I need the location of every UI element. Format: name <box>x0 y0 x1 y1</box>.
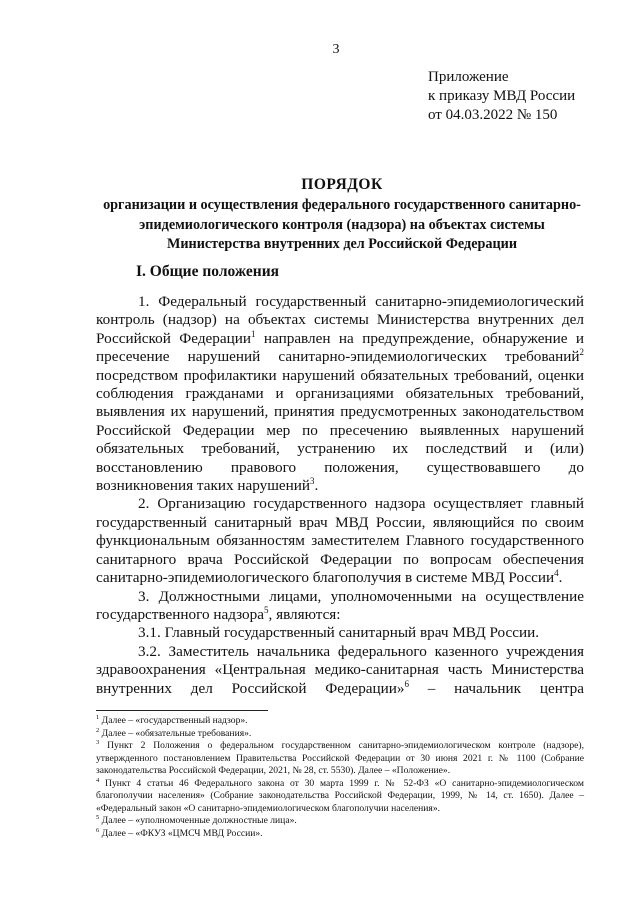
footnote-6: $^6$ Далее – «ФКУЗ «ЦМСЧ МВД России». <box>96 826 263 839</box>
appendix-line-1: Приложение <box>428 69 509 85</box>
document-body <box>96 293 584 698</box>
footnote-ref-5[interactable]: 5 <box>263 604 269 615</box>
footnote-ref-6[interactable]: 6 <box>404 678 410 689</box>
footnote-5: $^5$ Далее – «уполномоченные должностные лица». <box>96 813 297 826</box>
footnotes <box>96 715 584 840</box>
paragraph-1: 1. Федеральный государственный санитарно-эпидемиологический контроль (надзор) на объектах системы Министерства внутренних дел Российской Федерации$^1$ направлен на предупреждение, обнаружение и пресечение нарушений санитарно-эпидемиологических требований$^2$ посредством профилактики нарушений обязательных требований, оценки соблюдения гражданами и организациями обязательных требований, выявления их нарушений, принятия предусмотренных законодательством Российской Федерации мер по пресечению выявленных нарушений обязательных требований, устранению их последствий и (или) восстановлению правового положения, существовавшего до возникновения таких нарушений$^3$. <box>96 293 584 495</box>
page-number: 3 <box>332 42 340 57</box>
document-title: ПОРЯДОК <box>301 176 383 193</box>
footnote-1: $^1$ Далее – «государственный надзор». <box>96 713 248 726</box>
footnote-separator <box>96 710 268 711</box>
paragraph-3-2: 3.2. Заместитель начальника федерального казенного учреждения здравоохранения «Центральная медико-санитарная часть Министерства внутренних дел Российской Федерации»$^6$ – начальник центра <box>96 642 584 697</box>
footnote-ref-2[interactable]: 2 <box>579 347 584 358</box>
footnote-ref-4[interactable]: 4 <box>554 568 559 579</box>
footnote-ref-1[interactable]: 1 <box>251 328 256 339</box>
appendix-line-3: от 04.03.2022 № 150 <box>428 107 558 123</box>
footnote-4: $^4$ Пункт 4 статьи 46 Федерального закона от 30 марта 1999 г. № 52-ФЗ «О санитарно-эпидемиологическом благополучии населения» (Собрание законодательства Российской Федерации, 1999, № 14, ст. 1650). Далее – «Федеральный закон «О санитарно-эпидемиологическом благополучии населения». <box>96 776 584 814</box>
paragraph-3: 3. Должностными лицами, уполномоченными на осуществление государственного надзора$^5$, являются: <box>96 587 584 623</box>
footnote-2: $^2$ Далее – «обязательные требования». <box>96 726 252 739</box>
section-heading: I. Общие положения <box>136 263 280 280</box>
paragraph-3-1: 3.1. Главный государственный санитарный врач МВД России. <box>138 624 540 642</box>
footnote-3: $^3$ Пункт 2 Положения о федеральном государственном санитарно-эпидемиологическом контроле (надзоре), утвержденного постановлением Правительства Российской Федерации от 30 июня 2021 г. № 1100 (Собрание законодательства Российской Федерации, 2021, № 28, ст. 5530). Далее – «Положение». <box>96 738 584 776</box>
document-subtitle: организации и осуществления федерального государственного санитарно-эпидемиологического контроля (надзора) на объектах системы Министерства внутренних дел Российской Федерации <box>103 197 581 252</box>
appendix-line-2: к приказу МВД России <box>428 88 576 104</box>
paragraph-2: 2. Организацию государственного надзора осуществляет главный государственный санитарный врач МВД России, являющийся по своим функциональным обязанностям заместителем Главного государственного санитарного врача Российской Федерации по вопросам обеспечения санитарно-эпидемиологического благополучия в системе МВД России$^4$. <box>96 495 584 587</box>
appendix-block <box>428 68 575 125</box>
footnote-ref-3[interactable]: 3 <box>310 476 315 486</box>
